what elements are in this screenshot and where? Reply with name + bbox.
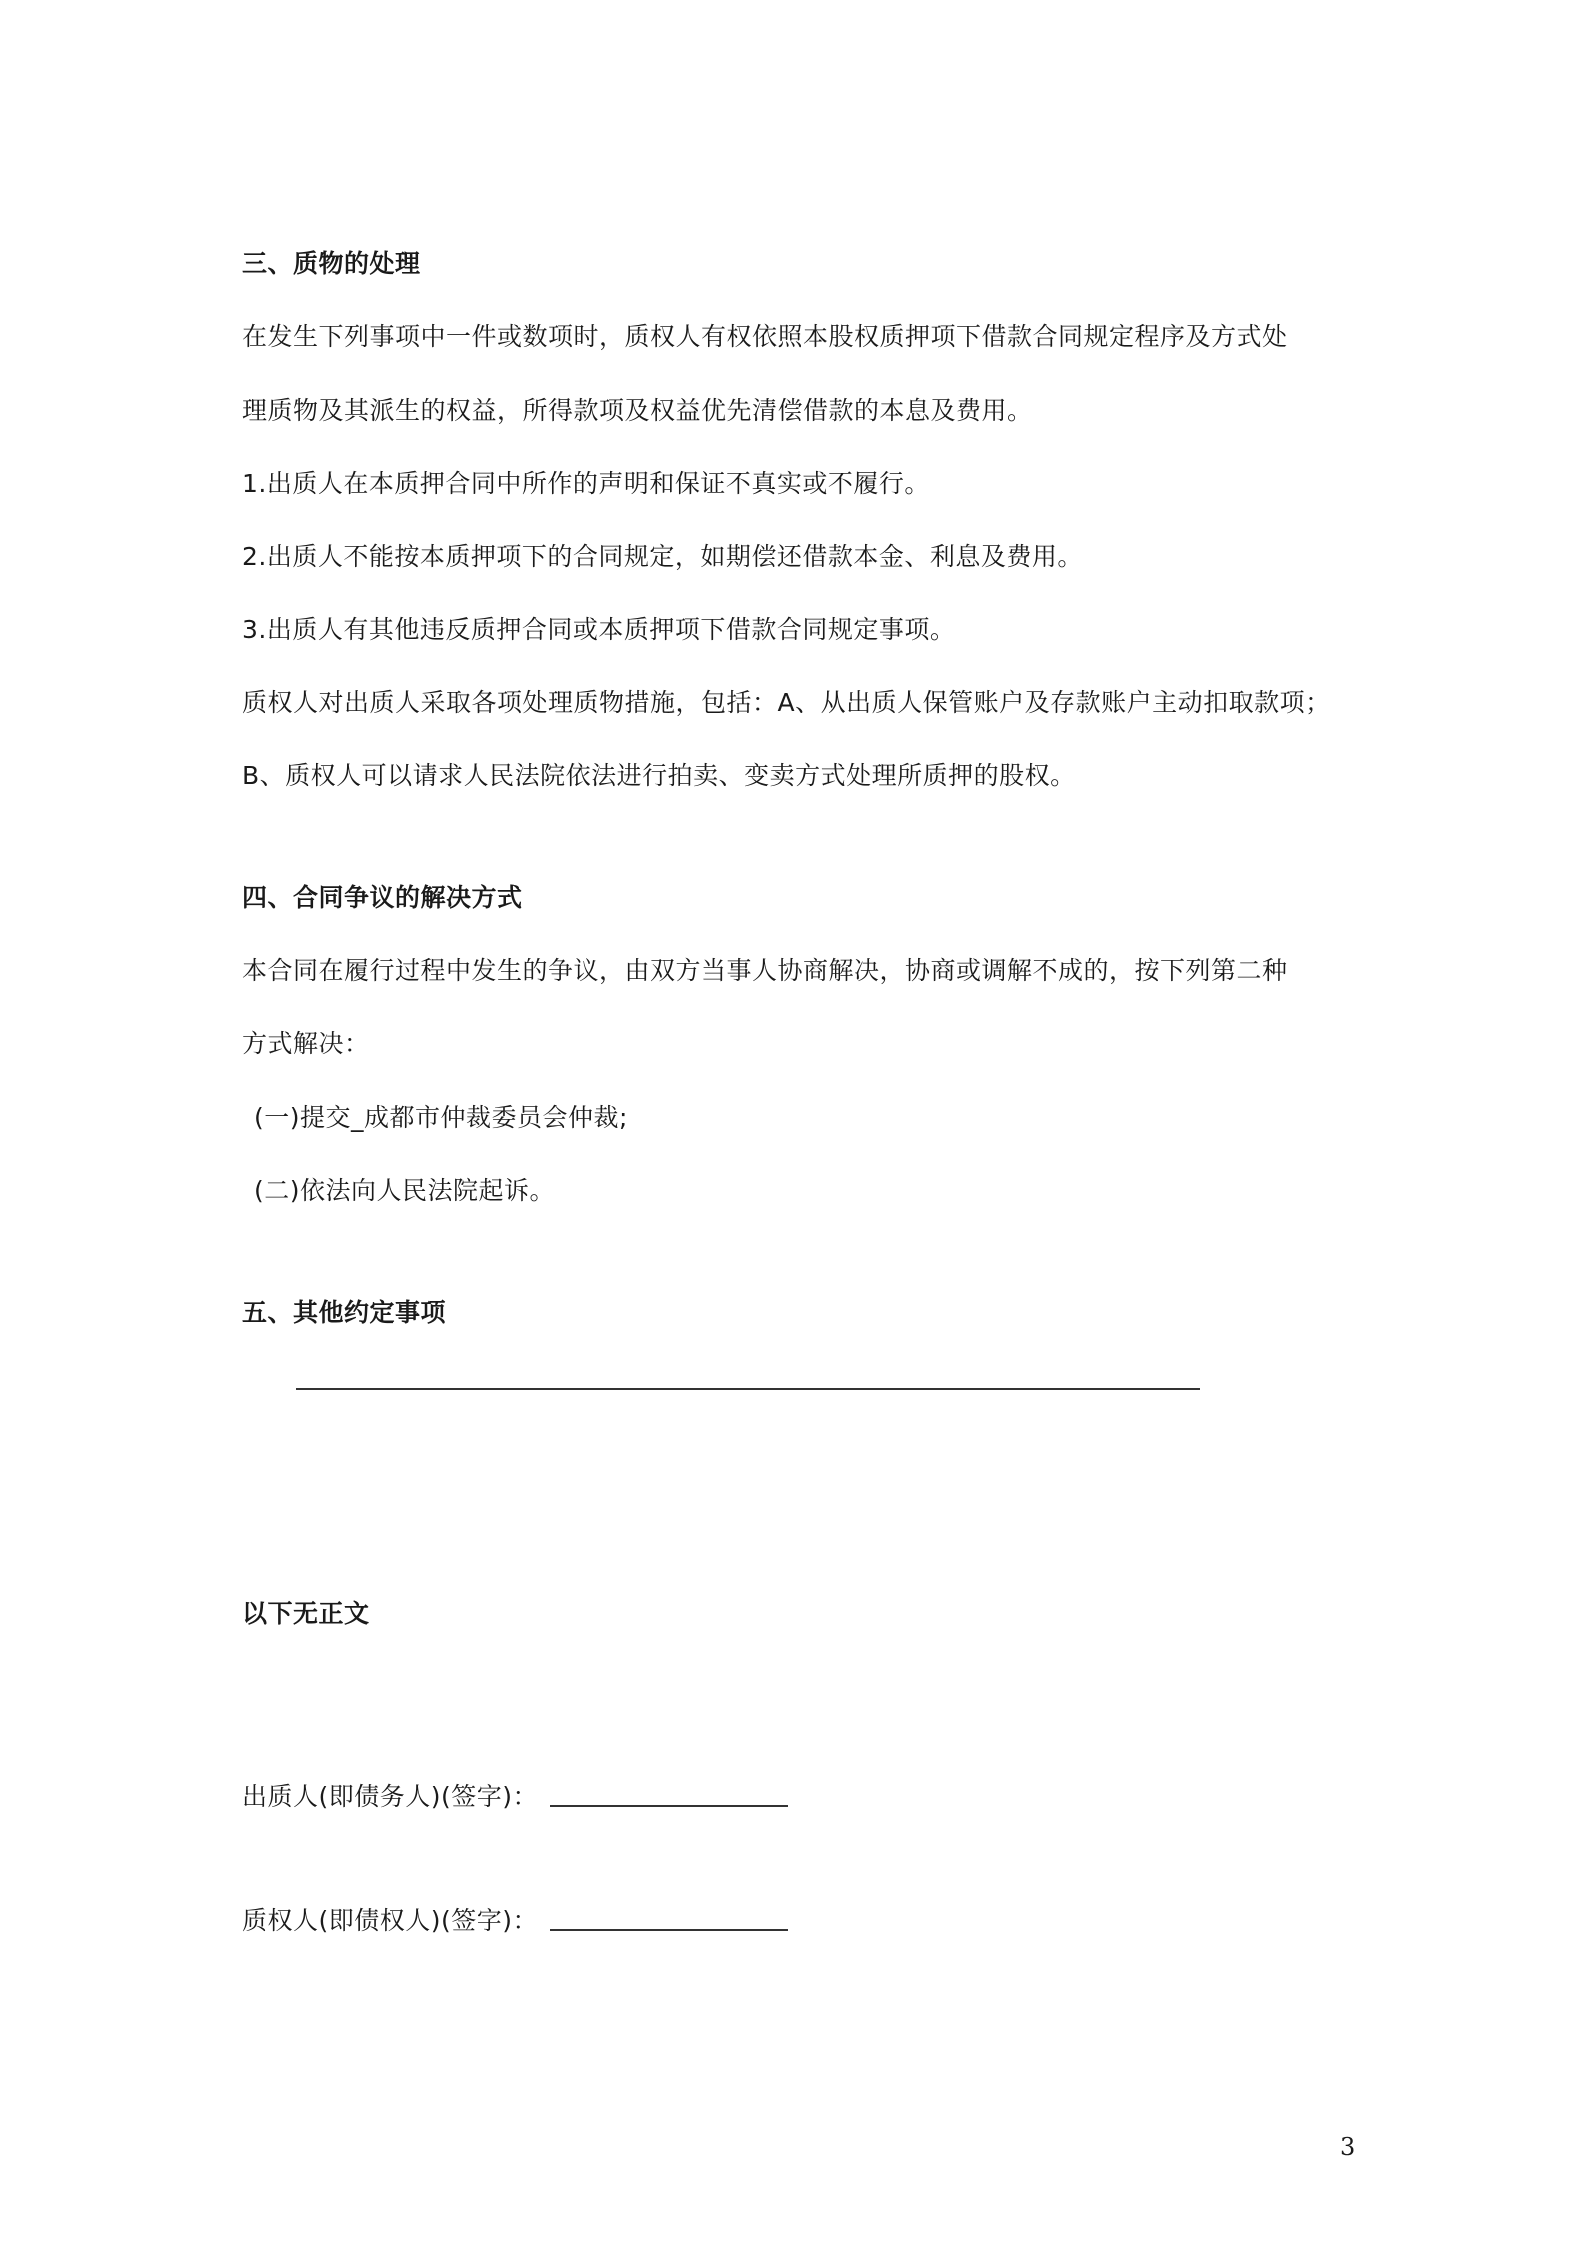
pledgee-signature-label: 质权人(即债权人)(签字)： (242, 1906, 539, 1935)
section-3-item-3: 3.出质人有其他违反质押合同或本质押项下借款合同规定事项。 (242, 615, 956, 644)
section-3-intro-line-2: 理质物及其派生的权益，所得款项及权益优先清偿借款的本息及费用。 (242, 396, 1033, 425)
pledgor-signature-blank (550, 1785, 788, 1807)
page-number: 3 (1340, 2133, 1356, 2161)
section-3-measures-line-2: B、质权人可以请求人民法院依法进行拍卖、变卖方式处理所质押的股权。 (242, 761, 1076, 790)
section-3-intro-line-1: 在发生下列事项中一件或数项时，质权人有权依照本股权质押项下借款合同规定程序及方式处 (242, 322, 1288, 351)
end-note: 以下无正文 (242, 1599, 370, 1628)
section-3-measures-line-1: 质权人对出质人采取各项处理质物措施，包括：A、从出质人保管账户及存款账户主动扣取款项； (242, 688, 1331, 717)
section-3-title: 三、质物的处理 (242, 249, 421, 278)
pledgee-signature-blank (550, 1909, 788, 1931)
section-4-option-2: (二)依法向人民法院起诉。 (254, 1176, 556, 1205)
section-4-intro-line-1: 本合同在履行过程中发生的争议，由双方当事人协商解决，协商或调解不成的，按下列第二种 (242, 956, 1288, 985)
section-3-item-2: 2.出质人不能按本质押项下的合同规定，如期偿还借款本金、利息及费用。 (242, 542, 1083, 571)
section-3-item-1: 1.出质人在本质押合同中所作的声明和保证不真实或不履行。 (242, 469, 930, 498)
section-4-intro-line-2: 方式解决： (242, 1029, 370, 1058)
pledgor-signature-row (242, 1780, 788, 1814)
section-5-title: 五、其他约定事项 (242, 1298, 447, 1327)
pledgor-signature-label: 出质人(即债务人)(签字)： (242, 1782, 539, 1811)
other-terms-blank-line (296, 1388, 1200, 1390)
section-4-option-1: (一)提交_成都市仲裁委员会仲裁; (254, 1103, 628, 1132)
pledgee-signature-row (242, 1904, 788, 1938)
section-4-title: 四、合同争议的解决方式 (242, 883, 523, 912)
